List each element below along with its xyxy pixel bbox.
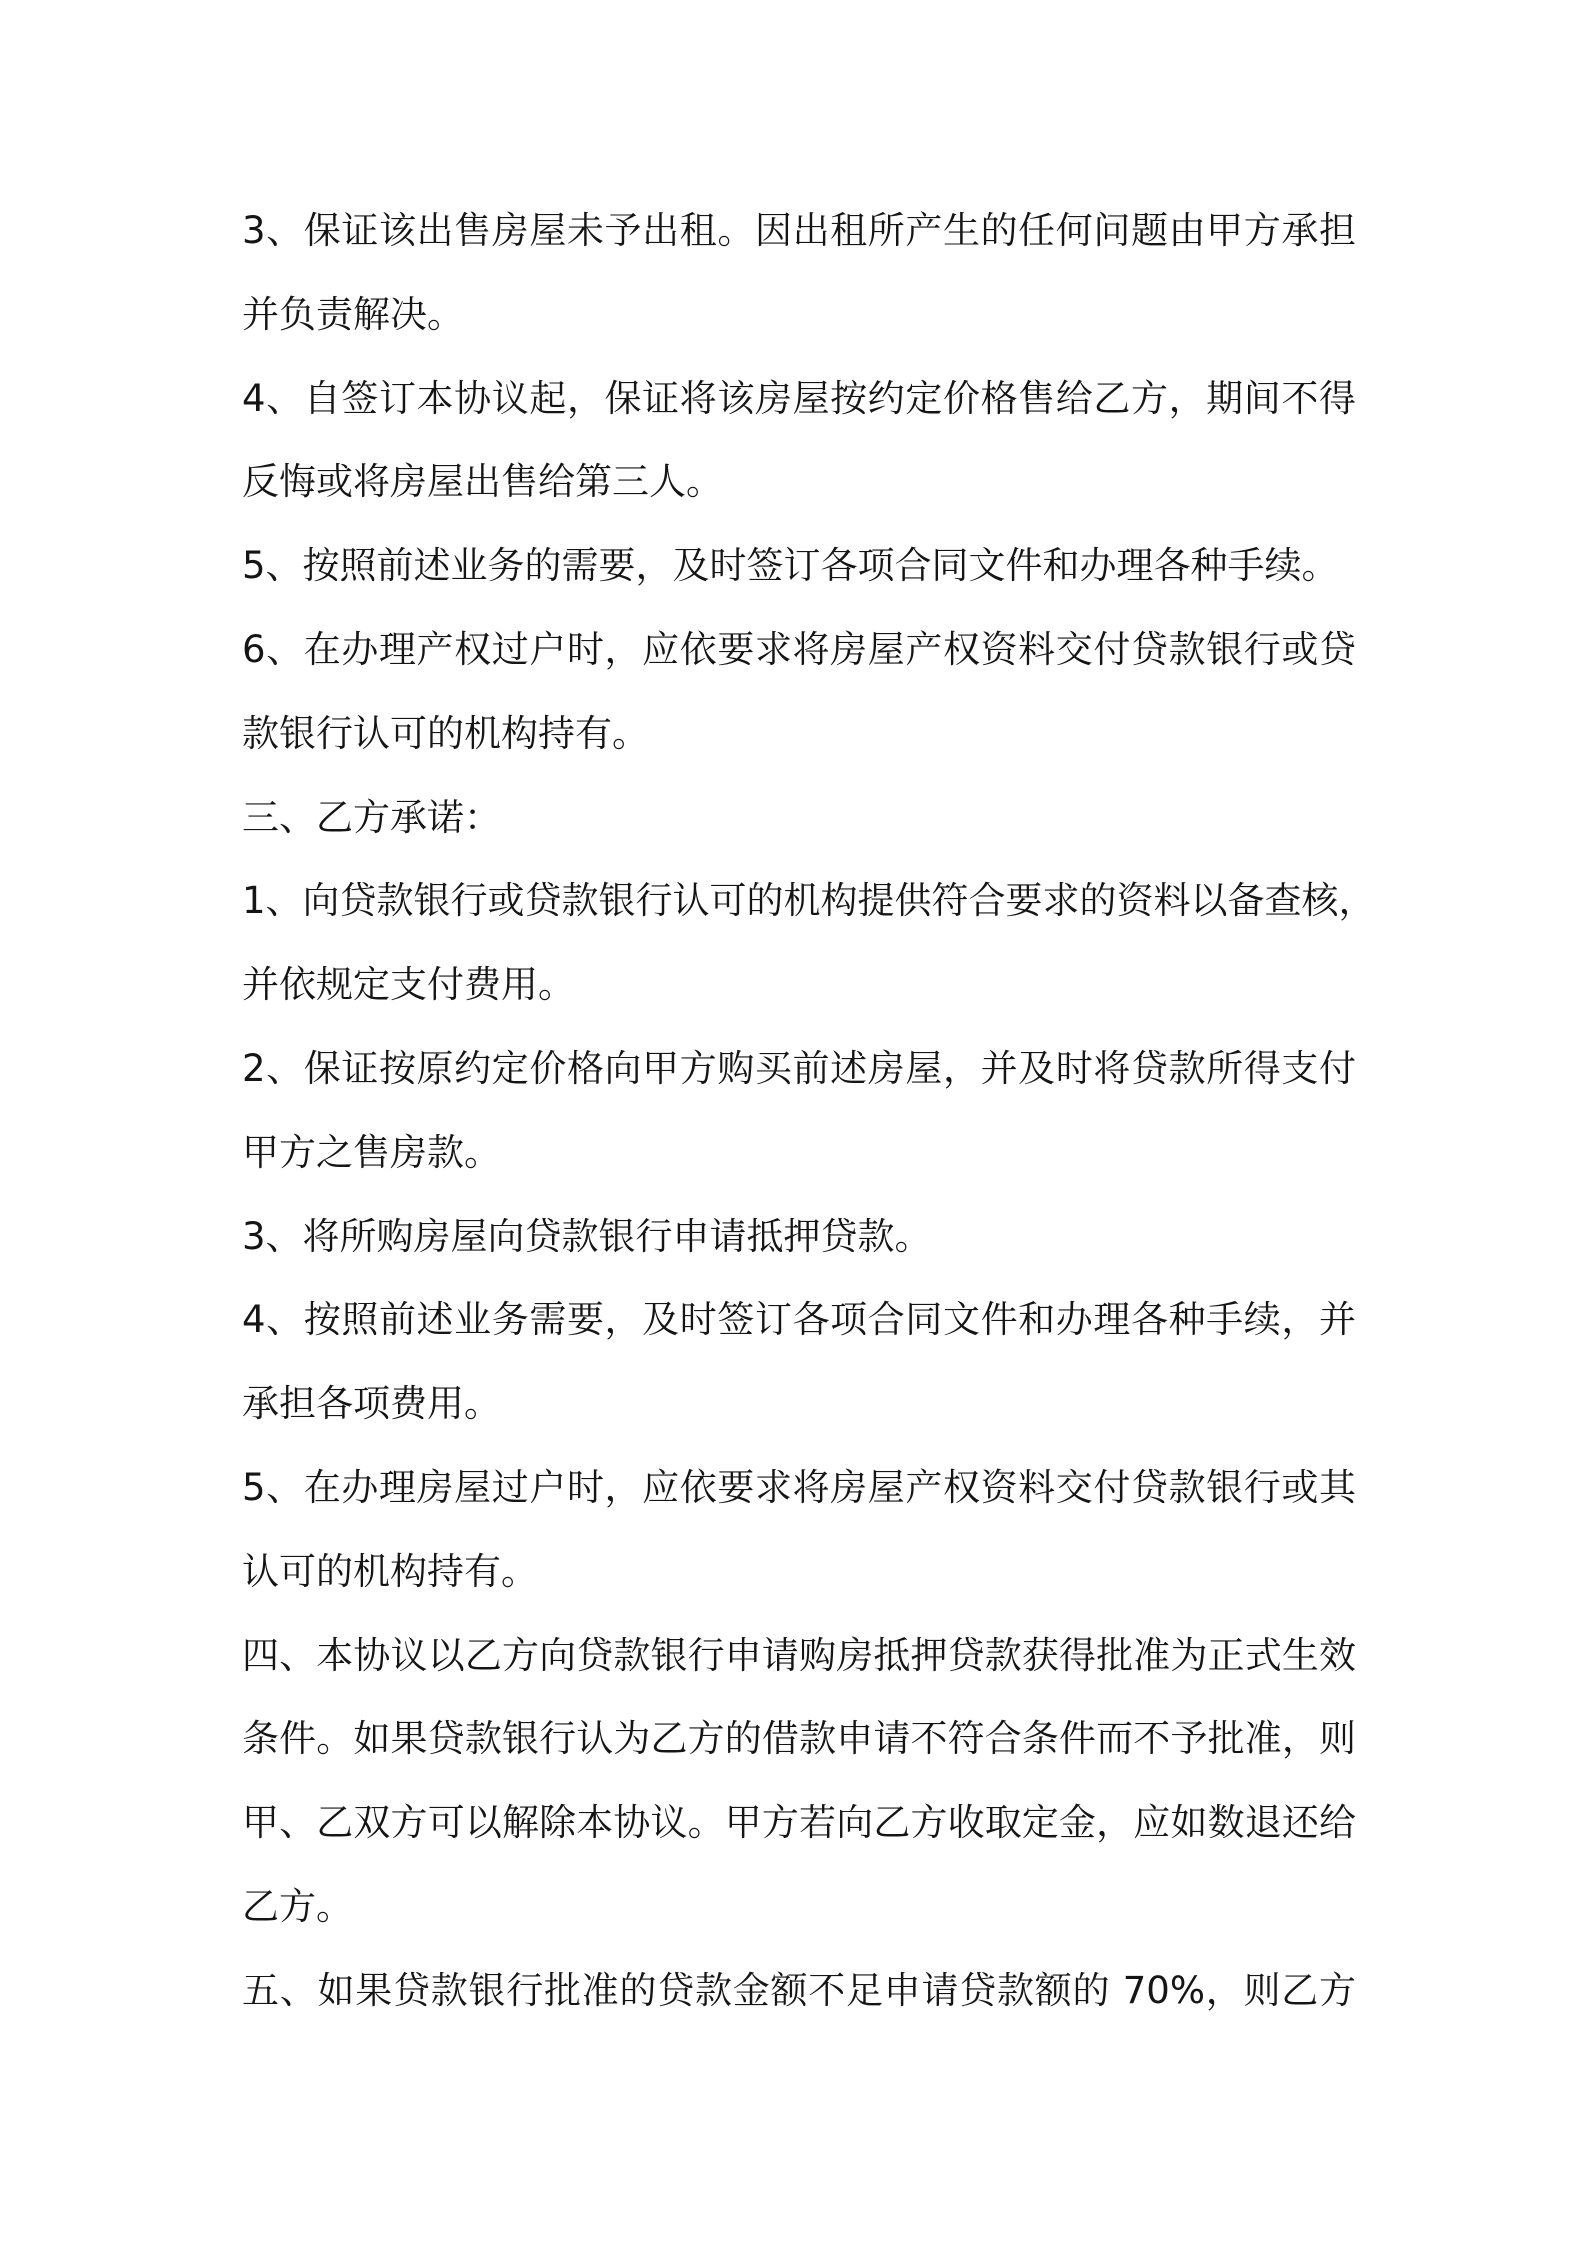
text-line: 4、自签订本协议起，保证将该房屋按约定价格售给乙方，期间不得 (242, 376, 1356, 420)
paragraph-buyer-item-5 (242, 1446, 1356, 1614)
text-line: 并依规定支付费用。 (242, 963, 575, 1007)
paragraph-buyer-item-1 (242, 859, 1376, 1027)
text-line: 三、乙方承诺： (242, 795, 501, 839)
paragraph-section-5 (242, 1949, 1356, 2033)
paragraph-seller-item-4 (242, 357, 1356, 525)
text-line: 5、在办理房屋过户时，应依要求将房屋产权资料交付贷款银行或其 (242, 1465, 1356, 1509)
text-line: 五、如果贷款银行批准的贷款金额不足申请贷款额的 70%，则乙方 (242, 1968, 1356, 2012)
text-line: 乙方。 (242, 1884, 353, 1928)
text-line: 款银行认可的机构持有。 (242, 711, 649, 755)
text-line: 承担各项费用。 (242, 1382, 501, 1426)
document-page (242, 189, 1376, 2033)
text-line: 3、将所购房屋向贷款银行申请抵押贷款。 (242, 1214, 932, 1258)
text-line: 认可的机构持有。 (242, 1549, 538, 1593)
paragraph-seller-item-3 (242, 189, 1356, 357)
text-line: 甲方之售房款。 (242, 1130, 501, 1174)
section-heading-buyer-commitments (242, 776, 1356, 860)
paragraph-seller-item-5 (242, 524, 1356, 608)
paragraph-section-4 (242, 1614, 1356, 1949)
text-line: 2、保证按原约定价格向甲方购买前述房屋，并及时将贷款所得支付 (242, 1046, 1356, 1090)
text-line: 3、保证该出售房屋未予出租。因出租所产生的任何问题由甲方承担 (242, 209, 1356, 252)
text-line: 并负责解决。 (242, 292, 464, 336)
paragraph-buyer-item-2 (242, 1027, 1356, 1195)
text-line: 甲、乙双方可以解除本协议。甲方若向乙方收取定金，应如数退还给 (242, 1801, 1356, 1845)
text-line: 4、按照前述业务需要，及时签订各项合同文件和办理各种手续，并 (242, 1298, 1356, 1342)
text-line: 四、本协议以乙方向贷款银行申请购房抵押贷款获得批准为正式生效 (242, 1633, 1356, 1677)
text-line: 1、向贷款银行或贷款银行认可的机构提供符合要求的资料以备查核， (242, 879, 1376, 923)
paragraph-buyer-item-4 (242, 1278, 1356, 1446)
paragraph-buyer-item-3 (242, 1195, 1356, 1279)
text-line: 5、按照前述业务的需要，及时签订各项合同文件和办理各种手续。 (242, 544, 1339, 588)
paragraph-seller-item-6 (242, 608, 1356, 776)
text-line: 条件。如果贷款银行认为乙方的借款申请不符合条件而不予批准，则 (242, 1717, 1356, 1761)
text-line: 6、在办理产权过户时，应依要求将房屋产权资料交付贷款银行或贷 (242, 627, 1356, 671)
text-line: 反悔或将房屋出售给第三人。 (242, 460, 723, 504)
